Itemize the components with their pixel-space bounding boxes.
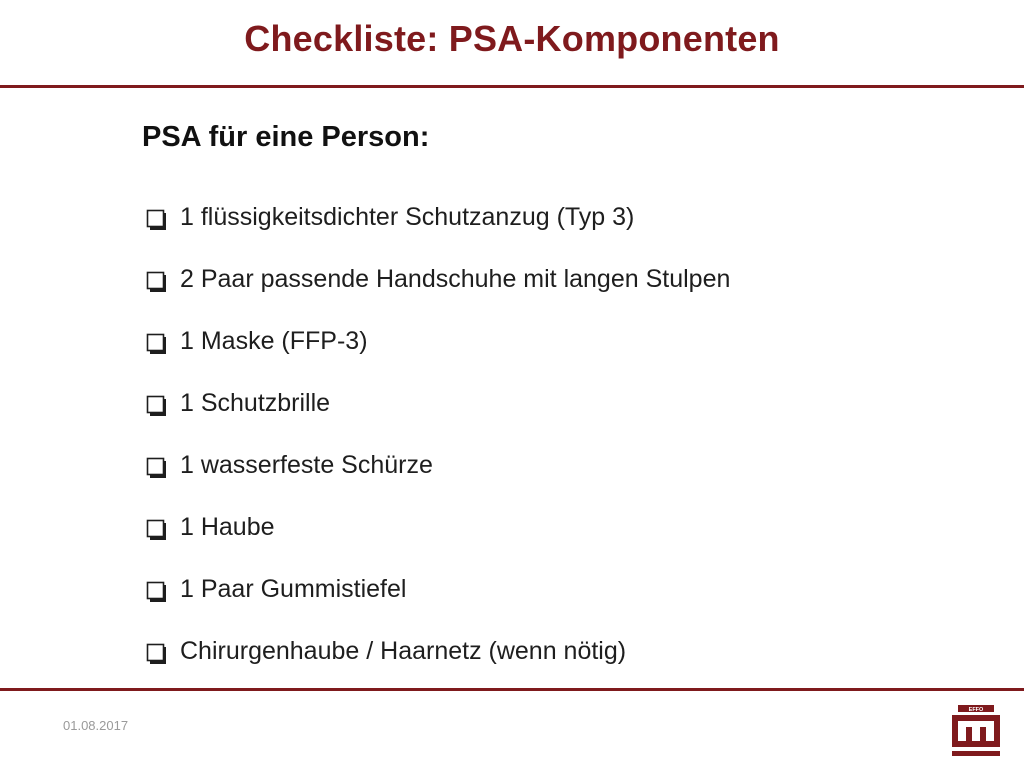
checkbox-icon bbox=[146, 271, 168, 293]
checklist-item-label: Chirurgenhaube / Haarnetz (wenn nötig) bbox=[180, 637, 627, 665]
svg-text:EFFO: EFFO bbox=[968, 707, 984, 713]
checklist-item bbox=[146, 451, 730, 513]
checklist-item-label: 1 Schutzbrille bbox=[180, 389, 331, 417]
checklist-item bbox=[146, 327, 730, 389]
checklist-item bbox=[146, 389, 730, 451]
checkbox-icon bbox=[146, 457, 168, 479]
checklist-item-label: 1 wasserfeste Schürze bbox=[180, 451, 433, 479]
checklist-item-label: 1 Haube bbox=[180, 513, 275, 541]
footer-divider bbox=[0, 688, 1024, 691]
checklist-item bbox=[146, 203, 730, 265]
checkbox-icon bbox=[146, 209, 168, 231]
slide-title: Checkliste: PSA-Komponenten bbox=[244, 18, 780, 59]
checklist-item-label: 2 Paar passende Handschuhe mit langen Stulpen bbox=[180, 265, 731, 293]
checkbox-icon bbox=[146, 395, 168, 417]
checklist-item-label: 1 Maske (FFP-3) bbox=[180, 327, 368, 355]
checkbox-icon bbox=[146, 519, 168, 541]
checklist bbox=[146, 203, 730, 699]
checklist-item-label: 1 flüssigkeitsdichter Schutzanzug (Typ 3) bbox=[180, 203, 635, 231]
checkbox-icon bbox=[146, 333, 168, 355]
checklist-item-label: 1 Paar Gummistiefel bbox=[180, 575, 407, 603]
checkbox-icon bbox=[146, 581, 168, 603]
checkbox-icon bbox=[146, 643, 168, 665]
subtitle: PSA für eine Person: bbox=[142, 121, 430, 153]
effo-logo-icon bbox=[948, 703, 1004, 759]
title-divider bbox=[0, 85, 1024, 88]
checklist-item bbox=[146, 575, 730, 637]
footer-date: 01.08.2017 bbox=[63, 718, 129, 733]
checklist-item bbox=[146, 513, 730, 575]
checklist-item bbox=[146, 265, 730, 327]
